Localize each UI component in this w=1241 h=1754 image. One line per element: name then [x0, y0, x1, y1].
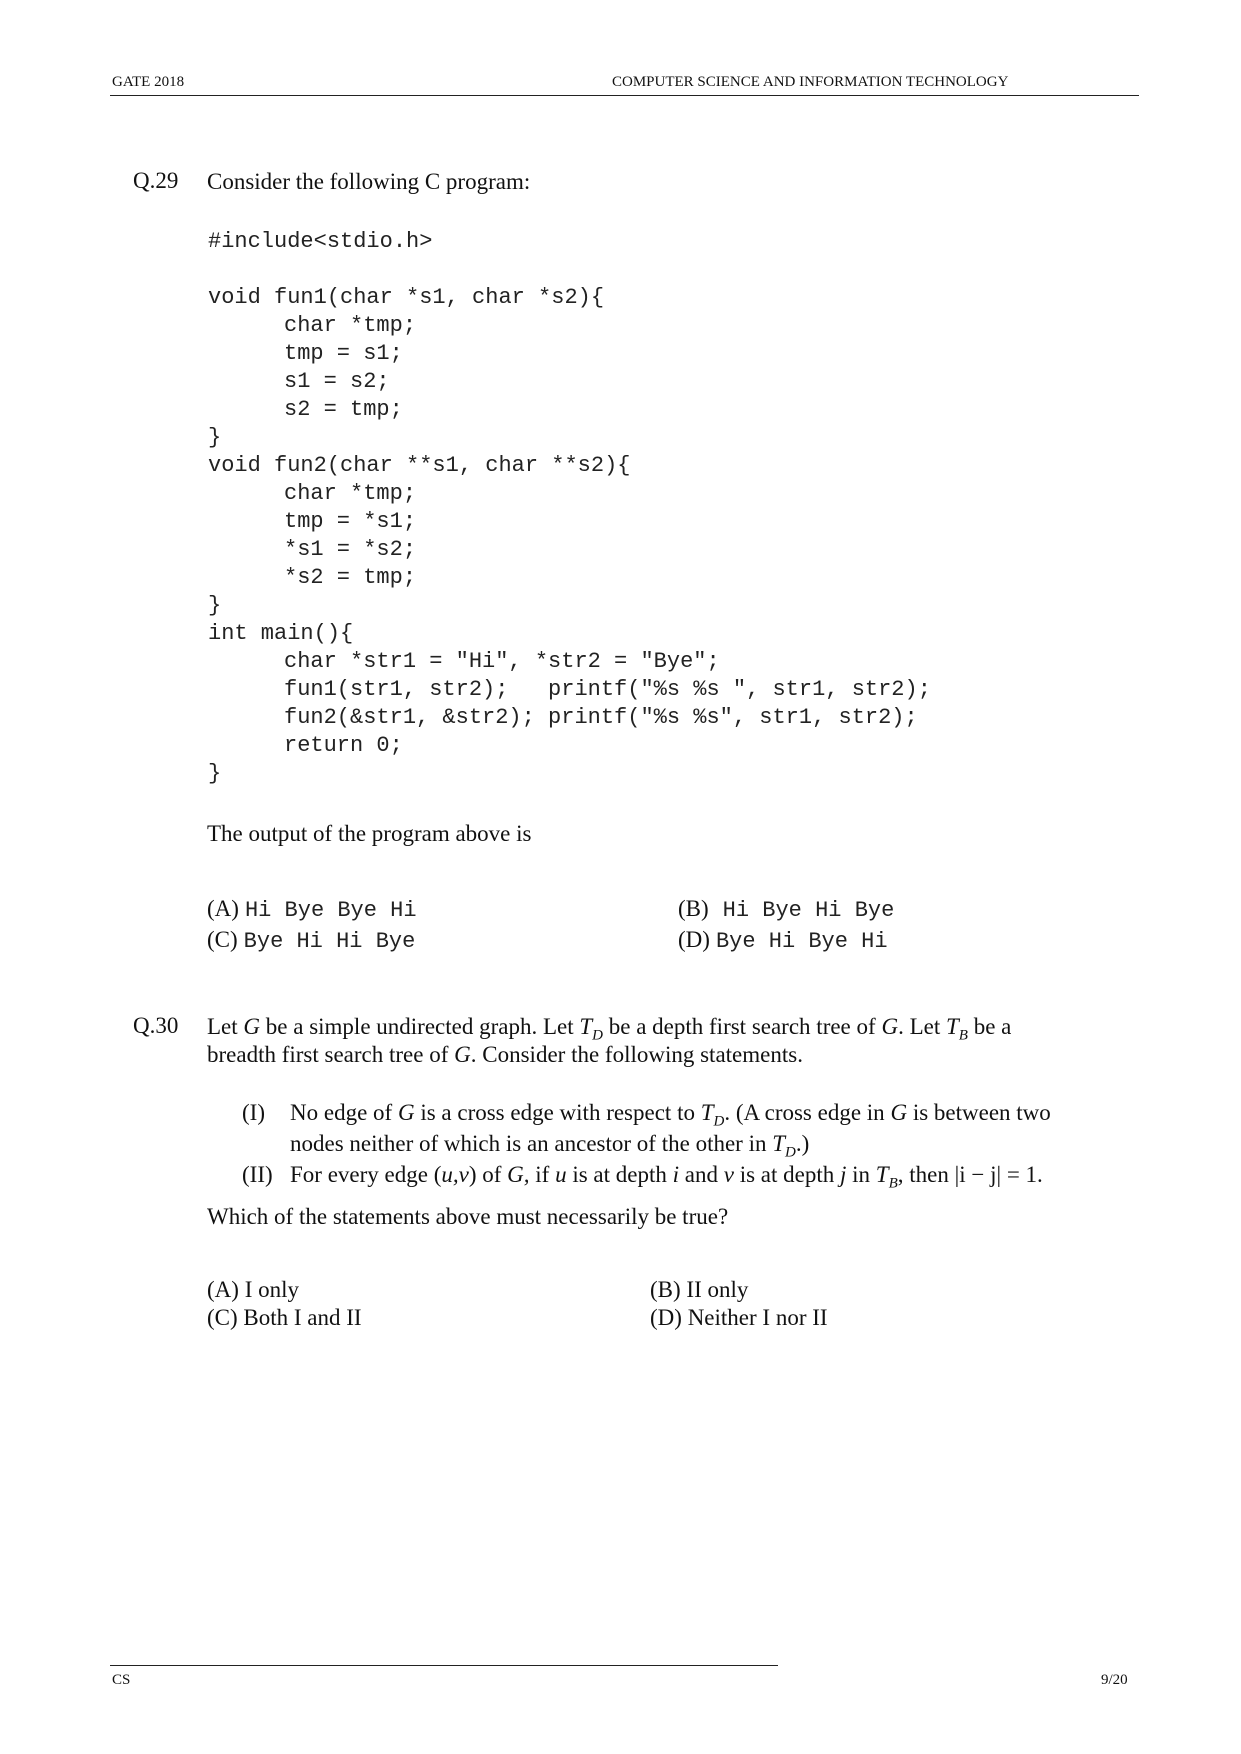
option-label: (D)	[650, 1305, 682, 1330]
q30-prompt-line2	[207, 1041, 803, 1069]
math-var: i	[672, 1162, 680, 1187]
option-label: (B)	[678, 896, 709, 921]
math-var: u,v	[441, 1162, 469, 1187]
code-line: }	[208, 425, 222, 450]
q30-number: Q.30	[133, 1013, 179, 1038]
code-line: #include<stdio.h>	[208, 229, 433, 254]
text-run: For every edge (	[290, 1162, 442, 1187]
code-line: }	[208, 593, 222, 618]
math-var: j	[840, 1162, 847, 1187]
math-var: G	[397, 1100, 415, 1125]
statement-ii-line	[290, 1161, 1043, 1198]
q29-option-a	[207, 894, 417, 924]
math-subscript: D	[592, 1027, 603, 1044]
option-label: (B)	[650, 1277, 681, 1302]
math-var: T	[700, 1100, 714, 1125]
option-text: I only	[244, 1277, 299, 1302]
q29-option-d	[678, 925, 888, 955]
option-text: Hi Bye Bye Hi	[244, 898, 417, 923]
text-run: if	[535, 1162, 550, 1187]
q30-option-d	[650, 1303, 828, 1333]
option-text: Neither I nor II	[687, 1305, 828, 1330]
text-run: Let	[207, 1014, 238, 1039]
text-run: No edge of	[290, 1100, 393, 1125]
header-rule	[110, 95, 1139, 96]
code-line: fun1(str1, str2); printf("%s %s ", str1, str2);	[284, 677, 931, 702]
code-line: *s1 = *s2;	[284, 537, 417, 562]
math-var: T	[772, 1131, 786, 1156]
text-run: is at depth	[739, 1162, 835, 1187]
math-var: G,	[507, 1162, 530, 1187]
q30-option-b	[650, 1275, 748, 1305]
option-label: (A)	[207, 1277, 239, 1302]
code-line: tmp = s1;	[284, 341, 403, 366]
text-run: in	[852, 1162, 871, 1187]
math-subscript: D	[785, 1144, 796, 1161]
code-line: char *str1 = "Hi", *str2 = "Bye";	[284, 649, 720, 674]
code-line: int main(){	[208, 621, 354, 646]
text-run: , then |i − j| = 1.	[897, 1162, 1043, 1187]
text-run: is at depth	[572, 1162, 667, 1187]
q29-option-c	[207, 925, 415, 955]
text-run: is between two	[912, 1100, 1051, 1125]
code-line: s2 = tmp;	[284, 397, 403, 422]
header-subject: COMPUTER SCIENCE AND INFORMATION TECHNOLOGY	[612, 74, 1009, 90]
text-run: . Consider the following statements.	[470, 1042, 803, 1067]
option-text: Bye Hi Bye Hi	[715, 929, 888, 954]
option-text: Both I and II	[243, 1305, 362, 1330]
math-var: v	[723, 1162, 734, 1187]
statement-i-label: (I)	[242, 1100, 265, 1125]
header-exam-name: GATE 2018	[112, 74, 185, 90]
text-run: .)	[795, 1131, 810, 1156]
math-var: T	[875, 1162, 889, 1187]
q29-number: Q.29	[133, 168, 179, 193]
text-run: and	[684, 1162, 718, 1187]
footer-page-number: 9/20	[1101, 1672, 1128, 1688]
code-line: }	[208, 761, 222, 786]
code-line: s1 = s2;	[284, 369, 390, 394]
option-text: Bye Hi Hi Bye	[243, 929, 416, 954]
statement-ii-label: (II)	[242, 1162, 273, 1187]
code-line: *s2 = tmp;	[284, 565, 417, 590]
code-line: void fun2(char **s1, char **s2){	[208, 453, 631, 478]
statement-i-line1: No edge of G is a cross edge with respect to $T_D$. (A cross edge in G is between two	[290, 1100, 1051, 1130]
footer-rule	[110, 1665, 778, 1666]
code-line: char *tmp;	[284, 313, 417, 338]
math-subscript: D	[713, 1113, 725, 1130]
option-label: (D)	[678, 927, 710, 952]
text-run: ) of	[468, 1162, 502, 1187]
math-var: u	[555, 1162, 567, 1187]
option-text: II only	[686, 1277, 749, 1302]
text-run: be a simple undirected graph. Let	[265, 1014, 574, 1039]
text-run: be a	[973, 1014, 1012, 1039]
math-var: G	[243, 1014, 261, 1039]
q30-option-c	[207, 1303, 362, 1333]
option-label: (A)	[207, 896, 239, 921]
text-run: be a depth first search tree of	[608, 1014, 876, 1039]
math-subscript: B	[888, 1175, 898, 1192]
option-label: (C)	[207, 1305, 238, 1330]
code-line: char *tmp;	[284, 481, 417, 506]
text-run: is a cross edge with respect to	[420, 1100, 695, 1125]
text-run: breadth first search tree of	[207, 1042, 449, 1067]
code-line: return 0;	[284, 733, 403, 758]
q29-question: The output of the program above is	[207, 821, 532, 846]
math-var: T	[945, 1014, 959, 1039]
text-run: (A cross edge in	[735, 1100, 885, 1125]
math-var: G	[890, 1100, 908, 1125]
q30-question: Which of the statements above must necessarily be true?	[207, 1204, 729, 1229]
code-line: tmp = *s1;	[284, 509, 417, 534]
option-label: (C)	[207, 927, 238, 952]
q29-prompt: Consider the following C program:	[207, 169, 531, 194]
math-var: G	[881, 1014, 899, 1039]
q29-option-b	[678, 894, 894, 924]
option-text: Hi Bye Hi Bye	[722, 898, 895, 923]
math-subscript: B	[958, 1027, 968, 1044]
footer-subject-code: CS	[112, 1672, 131, 1688]
code-line: fun2(&str1, &str2); printf("%s %s", str1, str2);	[284, 705, 918, 730]
math-var: G	[454, 1042, 471, 1067]
code-line: void fun1(char *s1, char *s2){	[208, 285, 605, 310]
q30-option-a	[207, 1275, 299, 1305]
text-run: nodes neither of which is an ancestor of the other in	[290, 1131, 767, 1156]
text-run: . Let	[898, 1014, 941, 1039]
math-var: T	[579, 1014, 593, 1039]
